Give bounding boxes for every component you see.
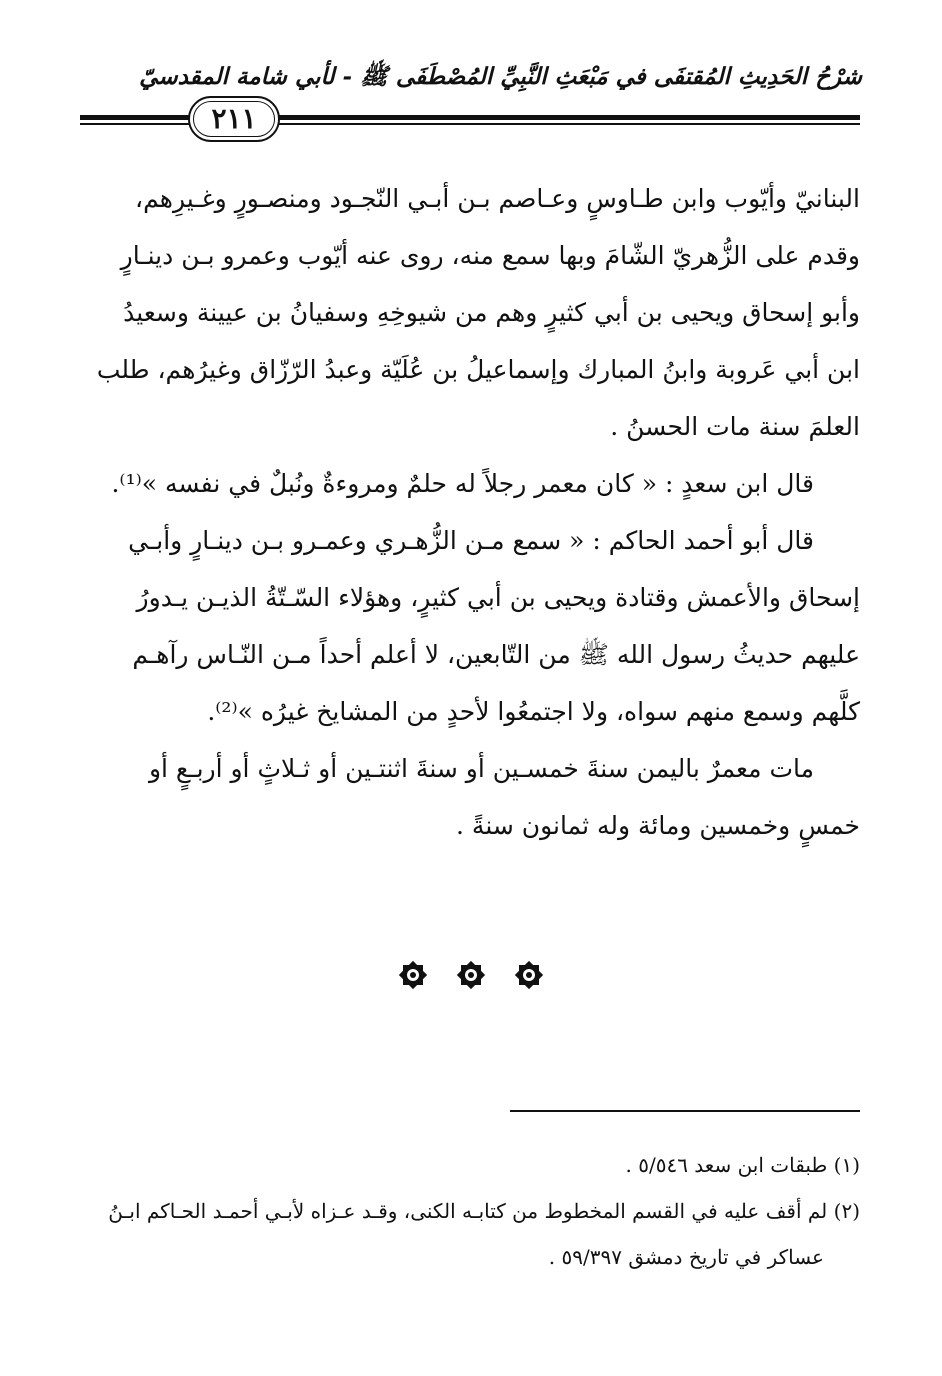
- text-line: البنانيّ وأيّوب وابن طـاوسٍ وعـاصم بـن أبـي النّجـود ومنصـورٍ وغـيرِهم،: [135, 184, 860, 213]
- page-number: ٢١١: [211, 102, 257, 135]
- text-line: قال ابن سعدٍ : « كان معمر رجلاً له حلمٌ ومروءةٌ ونُبلٌ في نفسه »⁽¹⁾.: [111, 469, 814, 498]
- text-line: العلمَ سنة مات الحسنُ .: [610, 412, 860, 441]
- page-number-badge: [188, 96, 280, 142]
- section-ornaments: [396, 958, 546, 992]
- text-line: وأبو إسحاق ويحيى بن أبي كثيرٍ وهم من شيوخِهِ وسفيانُ بن عيينة وسعيدُ: [123, 298, 860, 327]
- running-title: شرْحُ الحَدِيثِ المُقتفَى في مَبْعَثِ النَّبِيِّ المُصْطَفَى ﷺ - لأبي شامة المقدسيّ: [139, 63, 862, 90]
- main-text: [84, 170, 860, 854]
- footnote-line: عساكر في تاريخ دمشق ٥٩/٣٩٧ .: [548, 1245, 824, 1269]
- text-line: إسحاق والأعمش وقتادة ويحيى بن أبي كثيرٍ، وهؤلاء السّـتّةُ الذيـن يـدورُ: [136, 583, 860, 612]
- text-line: خمسٍ وخمسين ومائة وله ثمانون سنةً .: [456, 811, 860, 840]
- text-line: وقدم على الزُّهريّ الشّامَ وبها سمع منه، روى عنه أيّوب وعمرو بـن دينـارٍ: [120, 241, 860, 270]
- text-line: كلَّهم وسمع منهم سواه، ولا اجتمعُوا لأحدٍ من المشايخ غيرُه »⁽²⁾.: [207, 697, 860, 726]
- text-line: قال أبو أحمد الحاكم : « سمع مـن الزُّهـري وعمـرو بـن دينـارٍ وأبـي: [128, 526, 814, 555]
- text-line: مات معمرٌ باليمن سنةَ خمسـين أو سنةَ اثنتـين أو ثـلاثٍ أو أربـعٍ أو: [148, 754, 814, 783]
- footnote-separator: [510, 1110, 860, 1112]
- text-line: عليهم حديثُ رسول الله ﷺ من التّابعين، لا أعلم أحداً مـن النّـاس رآهـم: [132, 640, 860, 669]
- footnote-line: (٢) لم أقف عليه في القسم المخطوط من كتابـه الكنى، وقـد عـزاه لأبـي أحمـد الحـاكم ابـنُ: [108, 1199, 860, 1223]
- eight-point-star-ornament-icon: [454, 958, 488, 992]
- footnotes: [84, 1142, 860, 1280]
- eight-point-star-ornament-icon: [396, 958, 430, 992]
- eight-point-star-ornament-icon: [512, 958, 546, 992]
- footnote-line: (١) طبقات ابن سعد ٥/٥٤٦ .: [625, 1153, 860, 1177]
- text-line: ابن أبي عَروبة وابنُ المبارك وإسماعيلُ بن عُلَيّة وعبدُ الرّزّاق وغيرُهم، طلب: [96, 355, 860, 384]
